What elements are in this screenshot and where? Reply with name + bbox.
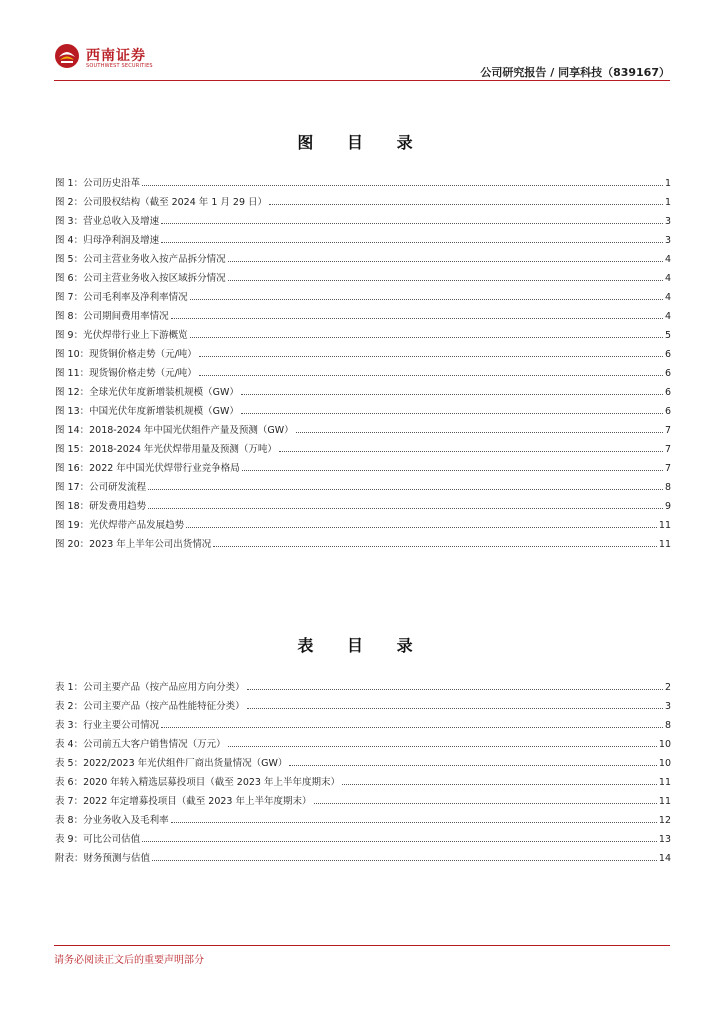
toc-entry-number: 表 7： <box>55 796 84 807</box>
figure-toc-entry[interactable] <box>55 531 671 550</box>
figure-toc-entry[interactable] <box>55 227 671 246</box>
company-logo <box>54 43 194 75</box>
figure-toc-entry[interactable] <box>55 246 671 265</box>
figure-toc-entry[interactable] <box>55 189 671 208</box>
toc-entry-page[interactable]: 10 <box>658 739 671 750</box>
toc-entry-label[interactable]: 2022 年定增募投项目（截至 2023 年上半年度期末） <box>83 796 312 807</box>
figure-toc-entry[interactable] <box>55 379 671 398</box>
figure-toc-entry[interactable] <box>55 417 671 436</box>
toc-entry-number: 图 4： <box>55 235 84 246</box>
toc-entry-number: 图 18： <box>55 501 90 512</box>
toc-leader-dots <box>242 470 663 471</box>
toc-entry-number: 表 9： <box>55 834 84 845</box>
toc-entry-number: 图 8： <box>55 311 84 322</box>
toc-leader-dots <box>171 318 663 319</box>
toc-entry-page[interactable]: 2 <box>664 682 671 693</box>
report-title: 公司研究报告 / 同享科技（839167） <box>480 66 670 79</box>
toc-entry-page[interactable]: 1 <box>664 178 671 189</box>
toc-leader-dots <box>289 765 656 766</box>
toc-entry-page[interactable]: 5 <box>664 330 671 341</box>
toc-entry-number: 图 11： <box>55 368 90 379</box>
figure-toc-entry[interactable] <box>55 265 671 284</box>
toc-entry-page[interactable]: 13 <box>658 834 671 845</box>
figure-toc-entry[interactable] <box>55 398 671 417</box>
toc-entry-label[interactable]: 光伏焊带行业上下游概览 <box>83 330 188 341</box>
toc-entry-number: 图 17： <box>55 482 90 493</box>
toc-entry-page[interactable]: 11 <box>658 777 671 788</box>
toc-entry-page[interactable]: 3 <box>664 701 671 712</box>
toc-entry-number: 表 6： <box>55 777 84 788</box>
toc-leader-dots <box>269 204 663 205</box>
toc-entry-number: 图 6： <box>55 273 84 284</box>
toc-leader-dots <box>148 508 663 509</box>
table-toc-entry[interactable] <box>55 769 671 788</box>
toc-entry-label[interactable]: 公司主营业务收入按产品拆分情况 <box>83 254 226 265</box>
disclaimer-note: 请务必阅读正文后的重要声明部分 <box>54 955 204 966</box>
toc-entry-label[interactable]: 公司研发流程 <box>89 482 147 493</box>
toc-entry-label[interactable]: 公司前五大客户销售情况（万元） <box>83 739 226 750</box>
toc-entry-page[interactable]: 11 <box>658 520 671 531</box>
toc-entry-number: 图 10： <box>55 349 90 360</box>
toc-entry-number: 图 12： <box>55 387 90 398</box>
toc-entry-number: 表 4： <box>55 739 84 750</box>
toc-entry-page[interactable]: 12 <box>658 815 671 826</box>
toc-entry-page[interactable]: 6 <box>664 349 671 360</box>
figure-toc-entry[interactable] <box>55 208 671 227</box>
table-toc-entry[interactable] <box>55 712 671 731</box>
toc-entry-label[interactable]: 2018-2024 年中国光伏组件产量及预测（GW） <box>89 425 294 436</box>
toc-leader-dots <box>241 413 663 414</box>
toc-entry-page[interactable]: 8 <box>664 720 671 731</box>
toc-entry-page[interactable]: 6 <box>664 387 671 398</box>
toc-entry-label[interactable]: 可比公司估值 <box>83 834 141 845</box>
toc-entry-page[interactable]: 4 <box>664 292 671 303</box>
toc-entry-page[interactable]: 14 <box>658 853 671 864</box>
logo-subtitle: SOUTHWEST SECURITIES <box>86 63 153 69</box>
figure-toc-entry[interactable] <box>55 512 671 531</box>
toc-entry-number: 图 2： <box>55 197 84 208</box>
toc-entry-label[interactable]: 2020 年转入精选层募投项目（截至 2023 年上半年度期末） <box>83 777 340 788</box>
toc-entry-page[interactable]: 10 <box>658 758 671 769</box>
toc-entry-label[interactable]: 公司主要产品（按产品性能特征分类） <box>83 701 245 712</box>
toc-entry-page[interactable]: 6 <box>664 368 671 379</box>
toc-leader-dots <box>213 546 657 547</box>
figure-toc-entry[interactable] <box>55 284 671 303</box>
logo-name: 西南证券 <box>86 48 146 64</box>
toc-entry-page[interactable]: 11 <box>658 796 671 807</box>
figure-toc-entry[interactable] <box>55 170 671 189</box>
figure-toc-entry[interactable] <box>55 474 671 493</box>
toc-entry-label[interactable]: 2022/2023 年光伏组件厂商出货量情况（GW） <box>83 758 288 769</box>
tables-section-title: 表 目 录 <box>297 636 427 655</box>
toc-entry-page[interactable]: 7 <box>664 463 671 474</box>
toc-leader-dots <box>296 432 663 433</box>
footer-divider <box>54 945 670 946</box>
toc-entry-number: 图 13： <box>55 406 90 417</box>
figure-toc-entry[interactable] <box>55 303 671 322</box>
toc-entry-number: 图 14： <box>55 425 90 436</box>
toc-entry-label[interactable]: 公司股权结构（截至 2024 年 1 月 29 日） <box>83 197 268 208</box>
toc-entry-label[interactable]: 2018-2024 年光伏焊带用量及预测（万吨） <box>89 444 277 455</box>
toc-entry-page[interactable]: 4 <box>664 273 671 284</box>
figure-toc-entry[interactable] <box>55 322 671 341</box>
toc-entry-page[interactable]: 4 <box>664 254 671 265</box>
toc-entry-label[interactable]: 2022 年中国光伏焊带行业竞争格局 <box>89 463 240 474</box>
toc-leader-dots <box>342 784 657 785</box>
table-toc-entry[interactable] <box>55 750 671 769</box>
toc-entry-number: 图 7： <box>55 292 84 303</box>
toc-entry-label[interactable]: 公司历史沿革 <box>83 178 141 189</box>
table-toc-entry[interactable] <box>55 845 671 864</box>
toc-leader-dots <box>161 727 663 728</box>
toc-entry-number: 附表： <box>55 853 84 864</box>
toc-entry-number: 图 3： <box>55 216 84 227</box>
toc-leader-dots <box>314 803 657 804</box>
toc-leader-dots <box>199 356 663 357</box>
toc-entry-page[interactable]: 1 <box>664 197 671 208</box>
table-toc-entry[interactable] <box>55 807 671 826</box>
figure-toc-entry[interactable] <box>55 360 671 379</box>
toc-entry-page[interactable]: 3 <box>664 235 671 246</box>
toc-leader-dots <box>142 185 663 186</box>
figures-section-title: 图 目 录 <box>297 133 427 152</box>
toc-leader-dots <box>161 242 663 243</box>
figure-toc-entry[interactable] <box>55 341 671 360</box>
figure-toc-entry[interactable] <box>55 436 671 455</box>
toc-leader-dots <box>228 280 663 281</box>
table-toc-entry[interactable] <box>55 674 671 693</box>
toc-entry-label[interactable]: 光伏焊带产品发展趋势 <box>89 520 185 531</box>
toc-entry-page[interactable]: 3 <box>664 216 671 227</box>
figure-list <box>55 170 671 550</box>
table-list <box>55 674 671 864</box>
header-divider <box>54 80 670 81</box>
table-toc-entry[interactable] <box>55 693 671 712</box>
toc-leader-dots <box>148 489 663 490</box>
table-toc-entry[interactable] <box>55 826 671 845</box>
figure-toc-entry[interactable] <box>55 455 671 474</box>
toc-entry-label[interactable]: 现货锡价格走势（元/吨） <box>89 368 197 379</box>
toc-entry-page[interactable]: 4 <box>664 311 671 322</box>
table-toc-entry[interactable] <box>55 788 671 807</box>
toc-entry-label[interactable]: 公司主营业务收入按区域拆分情况 <box>83 273 226 284</box>
toc-entry-number: 表 1： <box>55 682 84 693</box>
toc-entry-page[interactable]: 8 <box>664 482 671 493</box>
toc-entry-number: 表 5： <box>55 758 84 769</box>
toc-leader-dots <box>190 337 663 338</box>
toc-entry-number: 图 15： <box>55 444 90 455</box>
toc-entry-label[interactable]: 全球光伏年度新增装机规模（GW） <box>89 387 239 398</box>
toc-entry-page[interactable]: 6 <box>664 406 671 417</box>
toc-entry-number: 图 9： <box>55 330 84 341</box>
figure-toc-entry[interactable] <box>55 493 671 512</box>
toc-entry-number: 图 19： <box>55 520 90 531</box>
toc-leader-dots <box>152 860 657 861</box>
toc-entry-label[interactable]: 行业主要公司情况 <box>83 720 160 731</box>
toc-entry-label[interactable]: 营业总收入及增速 <box>83 216 160 227</box>
toc-entry-page[interactable]: 7 <box>664 425 671 436</box>
toc-entry-label[interactable]: 现货铜价格走势（元/吨） <box>89 349 197 360</box>
toc-entry-number: 表 3： <box>55 720 84 731</box>
toc-leader-dots <box>171 822 657 823</box>
toc-leader-dots <box>247 708 663 709</box>
toc-entry-number: 表 8： <box>55 815 84 826</box>
toc-leader-dots <box>247 689 663 690</box>
toc-leader-dots <box>228 746 657 747</box>
table-toc-entry[interactable] <box>55 731 671 750</box>
toc-leader-dots <box>186 527 657 528</box>
toc-leader-dots <box>279 451 663 452</box>
logo-emblem-icon <box>54 43 80 69</box>
toc-entry-number: 图 16： <box>55 463 90 474</box>
toc-entry-page[interactable]: 9 <box>664 501 671 512</box>
toc-entry-label[interactable]: 中国光伏年度新增装机规模（GW） <box>89 406 239 417</box>
toc-entry-number: 图 20： <box>55 539 90 550</box>
toc-leader-dots <box>228 261 663 262</box>
toc-entry-number: 表 2： <box>55 701 84 712</box>
toc-entry-label[interactable]: 财务预测与估值 <box>83 853 151 864</box>
toc-leader-dots <box>190 299 663 300</box>
toc-leader-dots <box>161 223 663 224</box>
toc-entry-number: 图 5： <box>55 254 84 265</box>
toc-entry-label[interactable]: 分业务收入及毛利率 <box>83 815 169 826</box>
toc-entry-label[interactable]: 公司主要产品（按产品应用方向分类） <box>83 682 245 693</box>
toc-entry-number: 图 1： <box>55 178 84 189</box>
toc-leader-dots <box>142 841 657 842</box>
toc-entry-label[interactable]: 公司毛利率及净利率情况 <box>83 292 188 303</box>
toc-entry-label[interactable]: 归母净利润及增速 <box>83 235 160 246</box>
toc-entry-page[interactable]: 11 <box>658 539 671 550</box>
toc-entry-label[interactable]: 研发费用趋势 <box>89 501 147 512</box>
toc-entry-label[interactable]: 公司期间费用率情况 <box>83 311 169 322</box>
toc-entry-page[interactable]: 7 <box>664 444 671 455</box>
toc-leader-dots <box>199 375 663 376</box>
toc-entry-label[interactable]: 2023 年上半年公司出货情况 <box>89 539 212 550</box>
toc-leader-dots <box>241 394 663 395</box>
